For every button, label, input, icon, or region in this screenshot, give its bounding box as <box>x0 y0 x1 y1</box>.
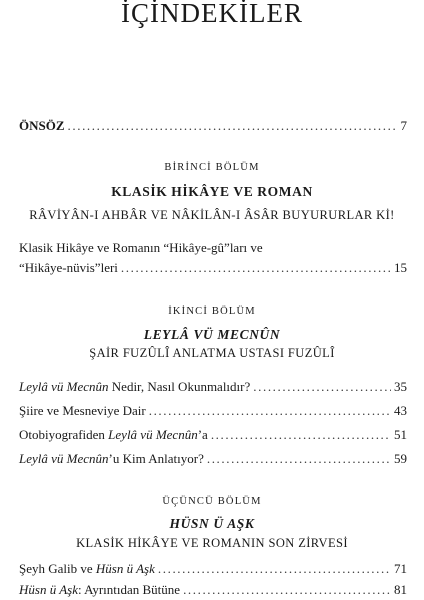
toc-entry-label: Otobiyografiden <box>19 427 109 442</box>
toc-entry-label: “Hikâye-nüvis”leri <box>19 260 118 275</box>
toc-entry-preface[interactable] <box>19 116 407 135</box>
toc-page-number: 15 <box>394 260 407 275</box>
section-subtitle: KLASİK HİKÂYE VE ROMANIN SON ZİRVESİ <box>76 536 348 550</box>
section-label: ÜÇÜNCÜ BÖLÜM <box>162 496 262 507</box>
toc-entry-label: ÖNSÖZ <box>19 118 65 133</box>
toc-entry-autobiography[interactable] <box>19 425 407 444</box>
toc-page-number: 81 <box>394 582 407 597</box>
toc-entry-label: Şeyh Galib ve <box>19 561 96 576</box>
toc-page-number: 59 <box>394 451 407 466</box>
section-title: HÜSN Ü AŞK <box>169 516 255 531</box>
dot-leader <box>121 258 391 277</box>
dot-leader <box>253 377 391 396</box>
toc-page-number: 35 <box>394 379 407 394</box>
book-title: Leylâ vü Mecnûn <box>19 379 109 394</box>
toc-entry-detail-to-whole[interactable] <box>19 580 407 599</box>
book-title: Leylâ vü Mecnûn <box>19 451 109 466</box>
dot-leader <box>158 559 391 578</box>
dot-leader <box>149 401 391 420</box>
toc-entry-label: : Ayrıntıdan Bütüne <box>77 582 181 597</box>
toc-page-number: 51 <box>394 427 407 442</box>
section-subtitle: RÂVİYÂN-I AHBÂR VE NÂKİLÂN-I ÂSÂR BUYURURLAR Kİ! <box>29 208 395 222</box>
toc-entry-poetry[interactable] <box>19 401 407 420</box>
dot-leader <box>183 580 391 599</box>
toc-entry-label: Klasik Hikâye ve Romanın “Hikâye-gû”ları ve <box>19 240 263 255</box>
dot-leader <box>211 425 391 444</box>
toc-entry-label: ’u Kim Anlatıyor? <box>108 451 204 466</box>
dot-leader <box>207 449 391 468</box>
section-label: BİRİNCİ BÖLÜM <box>164 162 260 173</box>
toc-entry-storytellers[interactable] <box>19 258 407 277</box>
toc-entry-what-is[interactable] <box>19 377 407 396</box>
section-subtitle: ŞAİR FUZÛLÎ ANLATMA USTASI FUZÛLÎ <box>89 346 335 360</box>
toc-entry-label: Şiire ve Mesneviye Dair <box>19 403 146 418</box>
section-label: İKİNCİ BÖLÜM <box>168 306 256 317</box>
book-title: Hüsn ü Aşk <box>95 561 155 576</box>
toc-page-number: 7 <box>400 118 407 133</box>
toc-entry-narrator[interactable] <box>19 449 407 468</box>
book-title: Leylâ vü Mecnûn <box>108 427 198 442</box>
toc-entry-seyh-galib[interactable] <box>19 559 407 578</box>
dot-leader <box>68 116 398 135</box>
section-title: LEYLÂ VÜ MECNÛN <box>143 327 281 342</box>
toc-entry-label: Nedir, Nasıl Okunmalıdır? <box>108 379 251 394</box>
section-title: KLASİK HİKÂYE VE ROMAN <box>111 184 313 199</box>
toc-entry-suffix: ’a <box>197 427 208 442</box>
page-title: İÇİNDEKİLER <box>121 0 303 28</box>
book-title: Hüsn ü Aşk <box>19 582 78 597</box>
toc-page-number: 43 <box>394 403 407 418</box>
toc-page-number: 71 <box>394 561 407 576</box>
